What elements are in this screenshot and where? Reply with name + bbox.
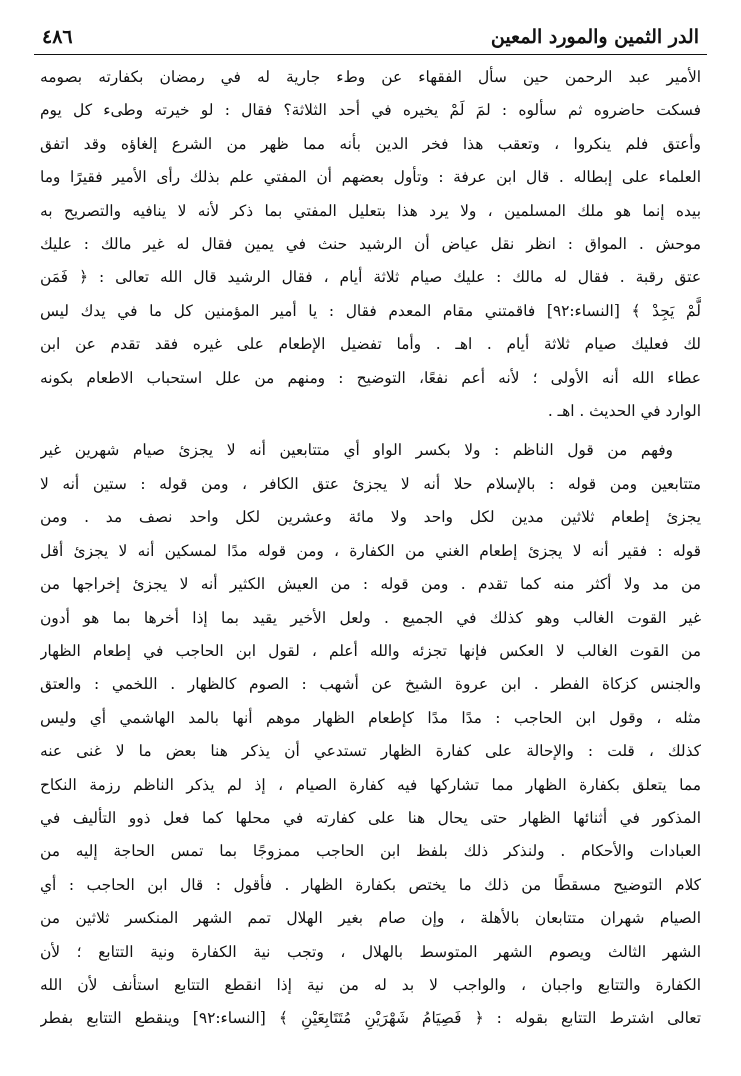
body-text (30, 55, 711, 1036)
text-line: وأعتق فلم ينكروا ، وتعقب هذا فخر الدين بأنه مما ظهر من الشرع إلغاؤه وقد اتفق (40, 134, 701, 153)
text-line: غير القوت الغالب وهو كذلك في الجميع . ولعل الأخير يقيد بما إذا أخرها بما هو أدون (40, 608, 701, 627)
text-line: لَّمْ يَجِدْ ﴾ [النساء:٩٢] فاقمتني مقام المعدم فقال : يا أمير المؤمنين كل ما في يدك ليس (40, 301, 701, 320)
text-line: عتق رقبة . فقال له مالك : عليك صيام ثلاثة أيام ، فقال الرشيد قال الله تعالى : ﴿ فَمَن (40, 268, 701, 287)
text-line: قوله : فقير أنه لا يجزئ إطعام الغني من الكفارة ، ومن قوله مدًا لمسكين أنه لا يجزئ أقل (40, 541, 701, 560)
paragraph-2 (40, 434, 701, 1035)
text-line: من مد ولا أكثر منه كما تقدم . ومن قوله : من العيش الكثير أنه لا يجزئ إخراجها من (40, 575, 701, 594)
text-line: لك فعليك صيام ثلاثة أيام . اهـ . وأما تفضيل الإطعام على غيره فقد تقدم عن ابن (40, 335, 701, 354)
text-line: عطاء الله أنه الأولى ؛ لأنه أعم نفعًا، التوضيح : ومنهم من علل استحباب الاطعام بكونه (40, 368, 701, 387)
page-number: ٤٨٦ (42, 26, 73, 48)
text-line: الشهر الثالث ويصوم الشهر المتوسط بالهلال ، وتجب نية الكفارة ونية التتابع ؛ لأن (40, 942, 701, 961)
text-line: فسكت حاضروه ثم سألوه : لمَ لَمْ يخيره في أحد الثلاثة؟ فقال : لو خيرته وطىء كل يوم (40, 101, 701, 120)
text-line: متتابعين ومن قوله : بالإسلام حلا أنه لا يجزئ عتق الكافر ، ومن قوله : ستين أنه لا (40, 474, 701, 493)
running-title: الدر الثمين والمورد المعين (490, 26, 699, 48)
text-line: الصيام شهران متتابعان بالأهلة ، وإن صام بغير الهلال تمم الشهر المنكسر ثلاثين من (40, 909, 701, 928)
text-line: والجنس كزكاة الفطر . ابن عروة الشيخ عن أشهب : الصوم كالظهار . اللخمي : والعتق (40, 675, 701, 694)
text-line: الوارد في الحديث . اهـ . (547, 402, 701, 421)
text-line: تعالى اشترط التتابع بقوله : ﴿ فَصِيَامُ شَهْرَيْنِ مُتَتَابِعَيْنِ ﴾ [النساء:٩٢] وينقطع التتابع بفطر (40, 1009, 701, 1028)
text-line: الأمير عبد الرحمن حين سأل الفقهاء عن وطء جارية له في رمضان بكفارته بصومه (40, 68, 701, 86)
text-line: وفهم من قول الناظم : ولا بكسر الواو أي متتابعين أنه لا يجزئ صيام شهرين غير (40, 441, 673, 460)
text-line: كذلك ، قلت : والإحالة على كفارة الظهار تستدعي أن يذكر هنا بعض ما لا غنى عنه (40, 742, 701, 761)
text-line: الكفارة والتتابع واجبان ، والواجب لا بد له من نية إذا انقطع التتابع استأنف لأن الله (40, 975, 701, 994)
text-line: العلماء على إبطاله . قال ابن عرفة : وتأول بعضهم أن المفتي علم بذلك رأى الأمير فقيرًا وما (40, 168, 701, 187)
text-line: يجزئ إطعام ثلاثين مدين لكل واحد ولا مائة وعشرين لكل واحد نصف مد . ومن (40, 508, 701, 527)
text-line: العبادات والأحكام . ولنذكر ذلك بلفظ ابن الحاجب ممزوجًا بما تمس الحاجة إليه من (40, 842, 701, 861)
text-line: من القوت الغالب لا العكس فإنها تجزئه والله أعلم ، لقول ابن الحاجب في إطعام الظهار (40, 641, 701, 660)
page-header (34, 26, 707, 55)
text-line: موحش . المواق : انظر نقل عياض أن الرشيد حنث في يمين فقال له غير مالك : عليك (40, 235, 701, 254)
text-line: مثله ، وقول ابن الحاجب : مدًا مدًا كإطعام الظهار موهم أنها بالمد الهاشمي أي وليس (40, 708, 701, 727)
text-line: المذكور في أثنائها الظهار حتى يحال هنا على كفارته في محلها كما فعل ذوو التأليف في (40, 808, 701, 827)
text-line: مما يتعلق بكفارة الظهار مما تشاركها فيه كفارة الصيام ، إذ لم يذكر الناظم رزمة النكاح (40, 775, 701, 794)
paragraph-1 (40, 61, 701, 428)
text-line: كلام التوضيح مسقطًا من ذلك ما يختص بكفارة الظهار . فأقول : قال ابن الحاجب : أي (40, 875, 701, 894)
text-line: بيده إنما هو ملك المسلمين ، ولا يرد هذا بتعليل المفتي بما ذكر لأنه لا ينافيه والتصريح به (40, 201, 701, 220)
